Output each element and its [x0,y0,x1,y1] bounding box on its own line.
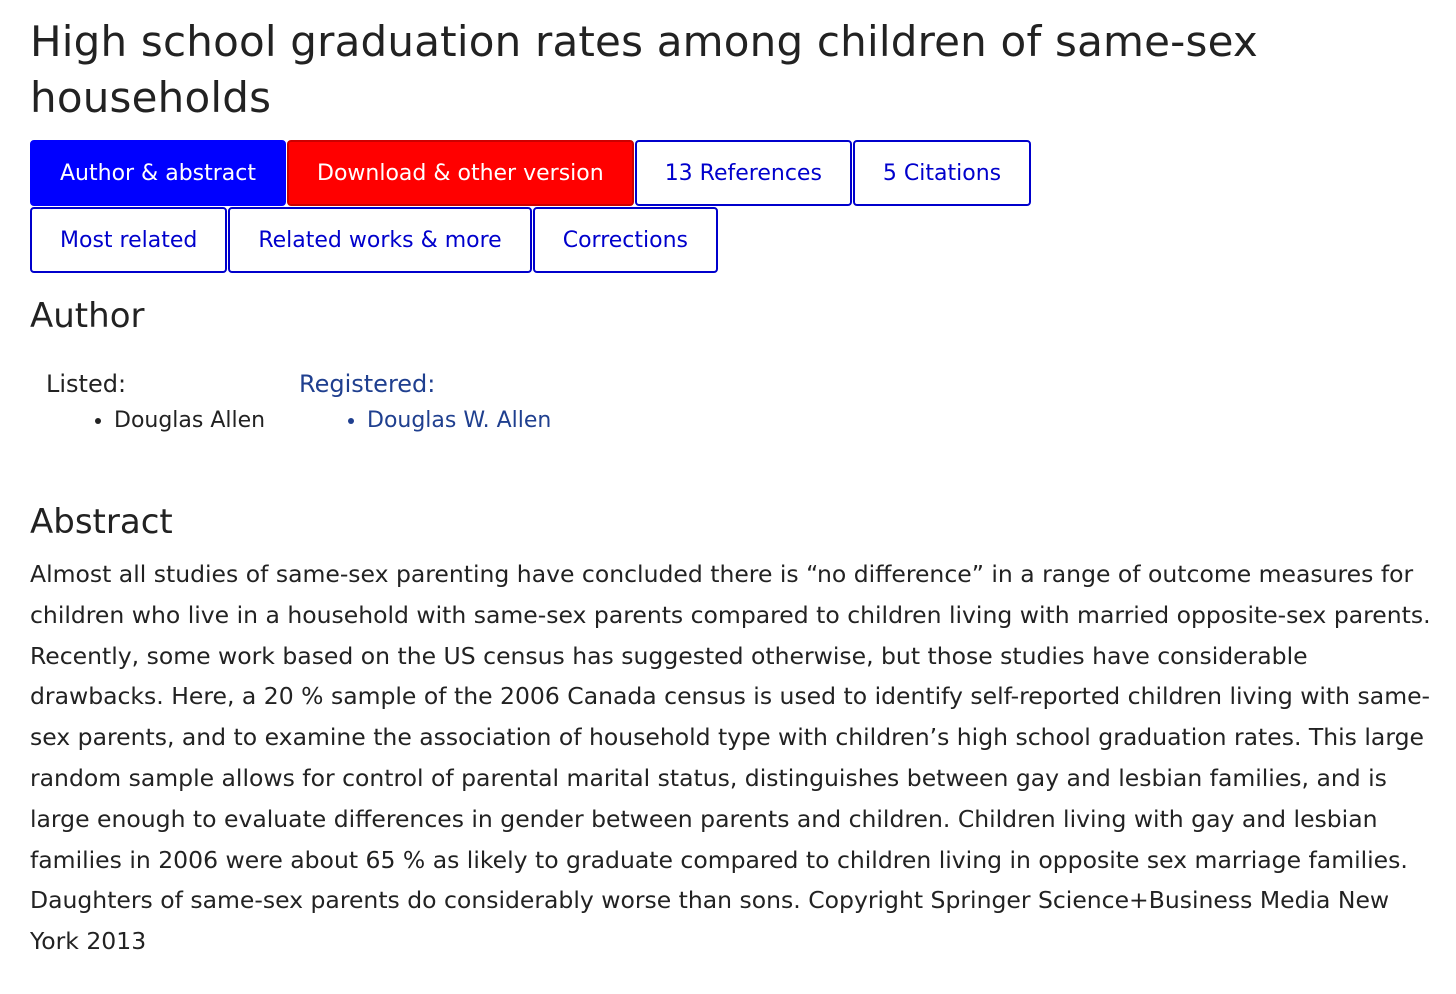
tab-references[interactable]: 13 References [635,140,852,206]
abstract-heading: Abstract [30,502,173,542]
registered-author-item [367,404,552,438]
registered-author-link[interactable]: Douglas W. Allen [367,408,552,433]
author-lists [30,370,1436,438]
registered-authors [299,370,552,438]
tab-citations[interactable]: 5 Citations [853,140,1031,206]
tab-download-other-version[interactable]: Download & other version [287,140,634,206]
registered-label[interactable]: Registered: [299,370,436,398]
tab-author-abstract[interactable]: Author & abstract [30,140,286,206]
registered-author-list [299,404,552,438]
author-heading: Author [30,296,145,336]
tab-corrections[interactable]: Corrections [533,207,718,273]
listed-authors [46,370,299,438]
tab-most-related[interactable]: Most related [30,207,227,273]
abstract-text: Almost all studies of same-sex parenting have concluded there is “no difference” in a range of outcome measures for children who live in a household with same-sex parents compared to children living with married opposite-sex parents. Recently, some work based on the US census has suggested otherwise, but those studies have considerable drawbacks. Here, a 20 % sample of the 2006 Canada census is used to identify self-reported children living with same-sex parents, and to examine the association of household type with children’s high school graduation rates. This large random sample allows for control of parental marital status, distinguishes between gay and lesbian families, and is large enough to evaluate differences in gender between parents and children. Children living with gay and lesbian families in 2006 were about 65 % as likely to graduate compared to children living in opposite sex marriage families. Daughters of same-sex parents do considerably worse than sons. Copyright Springer Science+Business Media New York 2013 [30,560,1431,956]
listed-label: Listed: [46,370,127,398]
tab-related-works[interactable]: Related works & more [228,207,531,273]
listed-author-item: • Douglas Allen [114,404,299,438]
page-title: High school graduation rates among children of same-sex households [30,17,1258,122]
tab-bar [30,140,1200,274]
listed-author-list [46,404,299,438]
